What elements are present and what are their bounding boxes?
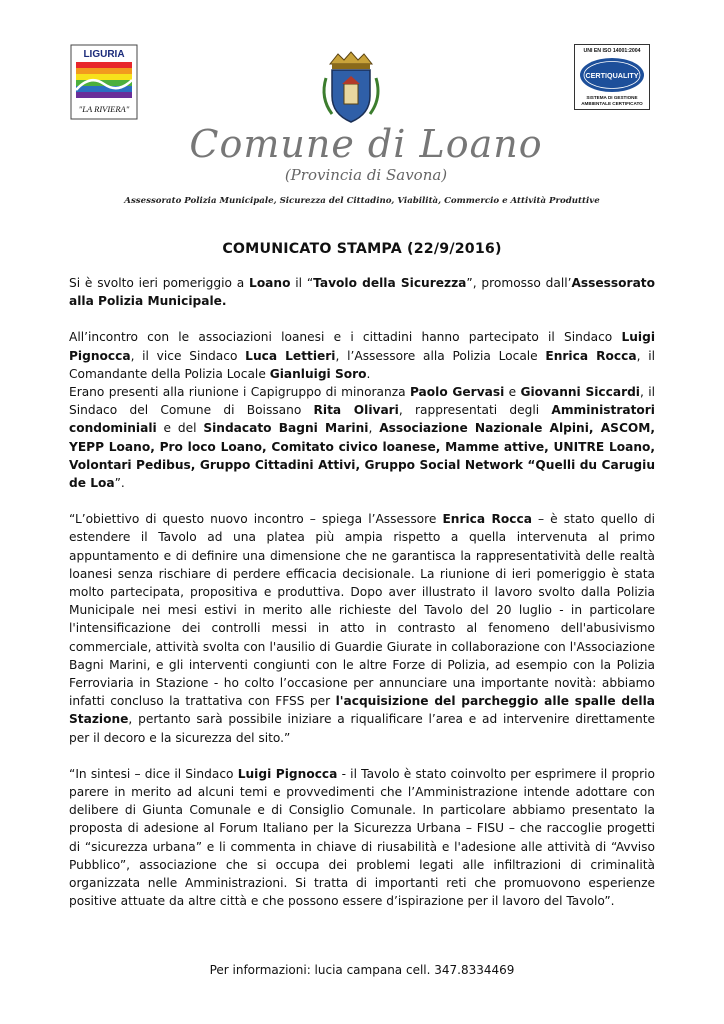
loano-crest-icon: [318, 48, 384, 126]
paragraph-assessore-quote: “L’obiettivo di questo nuovo incontro – spiega l’Assessore Enrica Rocca – è stato quello di estendere il Tavolo ad una platea più ampia rispetto a quella intervenuta al primo appuntamento e di definire una dimensione che ne garantisca la rappresentatività delle realtà loanesi senza rischiare di perdere efficacia decisionale. La riunione di ieri pomeriggio è stata molto partecipata, propositiva e produttiva. Dopo aver illustrato il lavoro svolto dalla Polizia Municipale nei mesi estivi in merito alle richieste del Tavolo del 20 luglio - in particolare l'intensificazione dei controlli messi in atto in contrasto al fenomeno dell'abusivismo commerciale, attività svolta con l'ausilio di Guardie Giurate in collaborazione con l'Associazione Bagni Marini, e gli interventi congiunti con le altre Forze di Polizia, ad esempio con la Polizia Ferroviaria in Stazione - ho colto l’occasione per annunciare una importante novità: abbiamo infatti concluso la trattativa con FFSS per l'acquisizione del parcheggio alle spalle della Stazione, pertanto sarà possibile iniziare a riqualificare l’area e ad intervenire direttamente per il decoro e la sicurezza del sito.”: [69, 512, 655, 745]
cert-name-text: CERTIQUALITY: [585, 71, 639, 80]
liguria-riviera-logo: [70, 44, 138, 120]
logo-top-text: LIGURIA: [83, 49, 125, 60]
province-subtitle: (Provincia di Savona): [284, 166, 448, 184]
certiquality-logo: [574, 44, 650, 110]
municipality-title: Comune di Loano: [189, 122, 543, 166]
press-release-body: [69, 274, 655, 929]
press-release-heading: COMUNICATO STAMPA (22/9/2016): [222, 241, 502, 257]
paragraph-participants: All’incontro con le associazioni loanesi e i cittadini hanno partecipato il Sindaco Luigi Pignocca, il vice Sindaco Luca Lettieri, l’Assessore alla Polizia Locale Enrica Rocca, il Comandante della Polizia Locale Gianluigi Soro.: [69, 330, 655, 381]
contact-footer: Per informazioni: lucia campana cell. 347.8334469: [209, 963, 515, 977]
cert-standard-text: UNI EN ISO 14001:2004: [583, 48, 641, 54]
cert-line1-text: SISTEMA DI GESTIONE: [586, 95, 638, 100]
paragraph-intro: Si è svolto ieri pomeriggio a Loano il “Tavolo della Sicurezza”, promosso dall’Assessorato alla Polizia Municipale.: [69, 276, 655, 309]
department-line: Assessorato Polizia Municipale, Sicurezza del Cittadino, Viabilità, Commercio e Attività Produttive: [124, 196, 600, 206]
paragraph-attendees: Erano presenti alla riunione i Capigruppo di minoranza Paolo Gervasi e Giovanni Siccardi, il Sindaco del Comune di Boissano Rita Olivari, rappresentati degli Amministratori condominiali e del Sindacato Bagni Marini, Associazione Nazionale Alpini, ASCOM, YEPP Loano, Pro loco Loano, Comitato civico loanese, Mamme attive, UNITRE Loano, Volontari Pedibus, Gruppo Cittadini Attivi, Gruppo Social Network “Quelli du Carugiu de Loa”.: [69, 385, 656, 491]
logo-bottom-text: "LA RIVIERA": [78, 104, 130, 114]
cert-line2-text: AMBIENTALE CERTIFICATO: [581, 101, 643, 106]
paragraph-sindaco-quote: “In sintesi – dice il Sindaco Luigi Pignocca - il Tavolo è stato coinvolto per esprimere il proprio parere in merito ad alcuni temi e provvedimenti che l’Amministrazione intende adottare con delibere di Giunta Comunale e di Consiglio Comunale. In particolare abbiamo presentato la proposta di adesione al Forum Italiano per la Sicurezza Urbana – FISU – che raccoglie progetti di “sicurezza urbana” e li commenta in chiave di riusabilità e l'adesione alle attività di “Avviso Pubblico”, associazione che si occupa dei problemi legati alle infiltrazioni di criminalità organizzata nelle Amministrazioni. Si tratta di importanti reti che promuovono esperienze positive attuate da altre città e che possono essere d’ispirazione per il lavoro del Tavolo”.: [69, 766, 655, 909]
